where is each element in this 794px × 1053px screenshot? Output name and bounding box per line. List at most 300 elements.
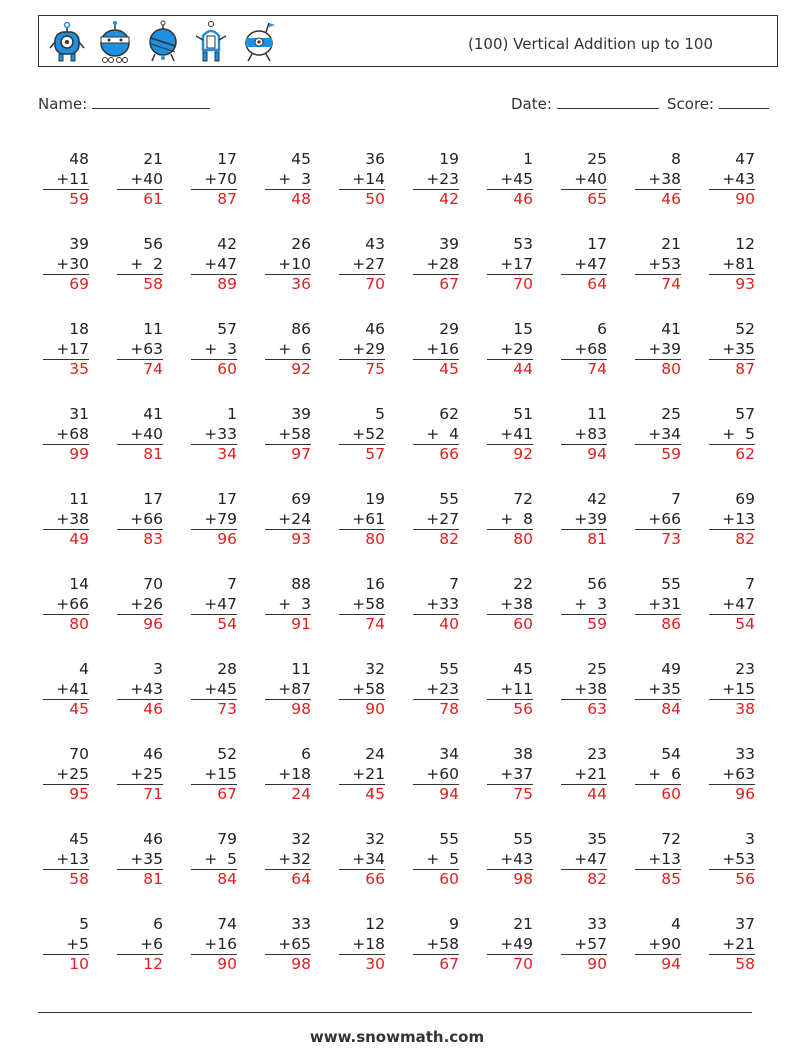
addition-problem <box>339 915 385 979</box>
answer: 78 <box>413 699 459 720</box>
addend-top: 38 <box>513 745 533 763</box>
addition-problem <box>413 235 459 299</box>
addition-problem <box>561 915 607 979</box>
answer: 89 <box>191 274 237 295</box>
addition-problem <box>339 320 385 384</box>
addend-bottom: +38 <box>574 679 607 698</box>
addend-top: 56 <box>587 575 607 593</box>
addition-problem <box>265 660 311 724</box>
addend-top: 3 <box>745 830 755 848</box>
addend-bottom: +34 <box>352 849 385 868</box>
addend-top: 26 <box>291 235 311 253</box>
answer: 44 <box>561 784 607 805</box>
answer: 75 <box>487 784 533 805</box>
answer: 87 <box>709 359 755 380</box>
answer: 98 <box>265 954 311 975</box>
answer: 65 <box>561 189 607 210</box>
addend-bottom: +5 <box>66 934 89 953</box>
addend-bottom: +70 <box>204 169 237 188</box>
answer: 46 <box>635 189 681 210</box>
addend-top: 29 <box>439 320 459 338</box>
addition-problem <box>635 830 681 894</box>
addend-top: 70 <box>69 745 89 763</box>
addition-problem <box>43 235 89 299</box>
answer: 97 <box>265 444 311 465</box>
addend-top: 24 <box>365 745 385 763</box>
answer: 46 <box>117 699 163 720</box>
addend-bottom: +21 <box>722 934 755 953</box>
addend-bottom: + 3 <box>278 169 311 188</box>
addend-top: 48 <box>69 150 89 168</box>
addition-problem <box>635 745 681 809</box>
addend-top: 11 <box>143 320 163 338</box>
addend-bottom: +25 <box>56 764 89 783</box>
addend-top: 21 <box>143 150 163 168</box>
addition-problem <box>339 150 385 214</box>
addend-bottom: +30 <box>56 254 89 273</box>
addend-bottom: +23 <box>426 169 459 188</box>
answer: 62 <box>709 444 755 465</box>
addition-problem <box>709 405 755 469</box>
addend-top: 79 <box>217 830 237 848</box>
addition-problem <box>43 745 89 809</box>
addend-top: 57 <box>735 405 755 423</box>
answer: 64 <box>265 869 311 890</box>
addition-problem <box>413 915 459 979</box>
addition-problem <box>191 745 237 809</box>
addend-top: 1 <box>227 405 237 423</box>
addend-bottom: + 8 <box>500 509 533 528</box>
addend-bottom: +11 <box>500 679 533 698</box>
addend-top: 17 <box>217 150 237 168</box>
answer: 54 <box>709 614 755 635</box>
answer: 66 <box>413 444 459 465</box>
addend-bottom: +43 <box>722 169 755 188</box>
answer: 90 <box>191 954 237 975</box>
addend-top: 14 <box>69 575 89 593</box>
addend-bottom: +26 <box>130 594 163 613</box>
addend-top: 45 <box>69 830 89 848</box>
answer: 58 <box>709 954 755 975</box>
addend-bottom: +34 <box>648 424 681 443</box>
footer-divider <box>38 1012 752 1013</box>
addend-top: 72 <box>661 830 681 848</box>
addition-problem <box>117 490 163 554</box>
addition-problem <box>191 575 237 639</box>
answer: 66 <box>339 869 385 890</box>
addend-bottom: +47 <box>204 254 237 273</box>
addend-top: 74 <box>217 915 237 933</box>
addition-problem <box>191 660 237 724</box>
addend-bottom: +47 <box>204 594 237 613</box>
addition-problem <box>487 660 533 724</box>
addition-problem <box>413 405 459 469</box>
addend-bottom: +53 <box>722 849 755 868</box>
addend-top: 7 <box>671 490 681 508</box>
addition-problem <box>635 405 681 469</box>
addend-top: 1 <box>523 150 533 168</box>
addition-problem <box>265 915 311 979</box>
answer: 12 <box>117 954 163 975</box>
addition-problem <box>43 405 89 469</box>
addend-bottom: +15 <box>204 764 237 783</box>
addend-bottom: +40 <box>574 169 607 188</box>
answer: 38 <box>709 699 755 720</box>
addend-top: 37 <box>735 915 755 933</box>
addend-top: 88 <box>291 575 311 593</box>
answer: 60 <box>487 614 533 635</box>
footer-site: www.snowmath.com <box>309 1028 485 1046</box>
answer: 98 <box>487 869 533 890</box>
addend-top: 34 <box>439 745 459 763</box>
addend-top: 11 <box>69 490 89 508</box>
addend-bottom: +90 <box>648 934 681 953</box>
answer: 64 <box>561 274 607 295</box>
addend-bottom: +60 <box>426 764 459 783</box>
addition-problem <box>487 830 533 894</box>
addition-problem <box>487 150 533 214</box>
addend-bottom: + 5 <box>204 849 237 868</box>
addend-top: 7 <box>449 575 459 593</box>
answer: 70 <box>487 954 533 975</box>
addend-top: 21 <box>661 235 681 253</box>
answer: 96 <box>709 784 755 805</box>
addition-problem <box>43 660 89 724</box>
addend-bottom: +32 <box>278 849 311 868</box>
addition-problem <box>561 235 607 299</box>
worksheet-title: (100) Vertical Addition up to 100 <box>468 35 713 53</box>
addition-problem <box>635 660 681 724</box>
addend-top: 33 <box>735 745 755 763</box>
addend-bottom: +66 <box>56 594 89 613</box>
addend-top: 4 <box>671 915 681 933</box>
addend-bottom: +23 <box>426 679 459 698</box>
addend-top: 55 <box>439 660 459 678</box>
addition-problem <box>487 915 533 979</box>
addition-problem <box>339 490 385 554</box>
addition-problem <box>339 235 385 299</box>
addend-bottom: +83 <box>574 424 607 443</box>
addition-problem <box>635 490 681 554</box>
answer: 82 <box>709 529 755 550</box>
answer: 74 <box>339 614 385 635</box>
addend-top: 23 <box>587 745 607 763</box>
addition-problem <box>265 320 311 384</box>
addition-problem <box>339 405 385 469</box>
answer: 60 <box>635 784 681 805</box>
addend-top: 6 <box>153 915 163 933</box>
answer: 54 <box>191 614 237 635</box>
addend-bottom: +68 <box>574 339 607 358</box>
addend-bottom: +27 <box>426 509 459 528</box>
addend-bottom: +45 <box>500 169 533 188</box>
addend-bottom: +47 <box>574 849 607 868</box>
addition-problem <box>117 320 163 384</box>
addend-bottom: +43 <box>500 849 533 868</box>
addend-top: 45 <box>291 150 311 168</box>
answer: 81 <box>561 529 607 550</box>
addition-problem <box>635 320 681 384</box>
addition-problem <box>339 575 385 639</box>
answer: 24 <box>265 784 311 805</box>
addend-bottom: +45 <box>204 679 237 698</box>
answer: 87 <box>191 189 237 210</box>
addition-problem <box>635 915 681 979</box>
addend-top: 25 <box>661 405 681 423</box>
addition-problem <box>117 235 163 299</box>
addend-bottom: +18 <box>352 934 385 953</box>
addition-problem <box>487 405 533 469</box>
addend-bottom: +16 <box>204 934 237 953</box>
answer: 46 <box>487 189 533 210</box>
addend-top: 55 <box>439 830 459 848</box>
addend-bottom: +24 <box>278 509 311 528</box>
addition-problem <box>561 660 607 724</box>
addend-top: 55 <box>661 575 681 593</box>
answer: 94 <box>635 954 681 975</box>
addend-bottom: +68 <box>56 424 89 443</box>
addend-bottom: +13 <box>56 849 89 868</box>
addend-bottom: +41 <box>56 679 89 698</box>
addition-problem <box>117 915 163 979</box>
addend-bottom: +40 <box>130 169 163 188</box>
addition-problem <box>43 150 89 214</box>
addition-problem <box>117 405 163 469</box>
addend-top: 52 <box>217 745 237 763</box>
answer: 70 <box>487 274 533 295</box>
addend-bottom: +29 <box>500 339 533 358</box>
answer: 85 <box>635 869 681 890</box>
answer: 80 <box>43 614 89 635</box>
answer: 61 <box>117 189 163 210</box>
answer: 70 <box>339 274 385 295</box>
addend-top: 7 <box>745 575 755 593</box>
answer: 84 <box>635 699 681 720</box>
addition-problem <box>709 745 755 809</box>
addend-bottom: + 5 <box>426 849 459 868</box>
addition-problem <box>265 575 311 639</box>
addend-bottom: + 6 <box>648 764 681 783</box>
answer: 74 <box>561 359 607 380</box>
addition-problem <box>561 405 607 469</box>
answer: 67 <box>413 274 459 295</box>
addend-top: 7 <box>227 575 237 593</box>
addition-problem <box>265 490 311 554</box>
answer: 58 <box>117 274 163 295</box>
addend-top: 32 <box>365 660 385 678</box>
addition-problem <box>117 660 163 724</box>
addition-problem <box>561 150 607 214</box>
addend-top: 16 <box>365 575 385 593</box>
addend-bottom: +47 <box>574 254 607 273</box>
addend-top: 25 <box>587 660 607 678</box>
addition-problem <box>487 745 533 809</box>
addend-bottom: +66 <box>130 509 163 528</box>
addend-bottom: + 6 <box>278 339 311 358</box>
addition-problem <box>265 150 311 214</box>
answer: 44 <box>487 359 533 380</box>
answer: 74 <box>635 274 681 295</box>
addition-problem <box>191 150 237 214</box>
addend-top: 36 <box>365 150 385 168</box>
addition-problem <box>487 575 533 639</box>
addition-problem <box>413 660 459 724</box>
addend-bottom: +39 <box>574 509 607 528</box>
addition-problem <box>339 745 385 809</box>
addend-bottom: +39 <box>648 339 681 358</box>
answer: 56 <box>487 699 533 720</box>
addend-top: 33 <box>587 915 607 933</box>
addend-top: 49 <box>661 660 681 678</box>
addend-top: 57 <box>217 320 237 338</box>
answer: 73 <box>191 699 237 720</box>
addition-problem <box>413 320 459 384</box>
addition-problem <box>265 235 311 299</box>
addend-bottom: +29 <box>352 339 385 358</box>
answer: 98 <box>265 699 311 720</box>
addend-bottom: +79 <box>204 509 237 528</box>
answer: 45 <box>339 784 385 805</box>
addend-top: 6 <box>597 320 607 338</box>
addend-bottom: +63 <box>130 339 163 358</box>
answer: 93 <box>265 529 311 550</box>
addend-bottom: +21 <box>352 764 385 783</box>
addition-problem <box>487 490 533 554</box>
answer: 81 <box>117 444 163 465</box>
answer: 75 <box>339 359 385 380</box>
addend-bottom: +47 <box>722 594 755 613</box>
addend-top: 42 <box>217 235 237 253</box>
answer: 45 <box>43 699 89 720</box>
addition-problem <box>339 830 385 894</box>
addition-problem <box>709 660 755 724</box>
addend-bottom: +41 <box>500 424 533 443</box>
addend-top: 56 <box>143 235 163 253</box>
addend-bottom: +35 <box>722 339 755 358</box>
answer: 80 <box>339 529 385 550</box>
answer: 96 <box>117 614 163 635</box>
addend-bottom: +65 <box>278 934 311 953</box>
addend-top: 23 <box>735 660 755 678</box>
addend-top: 41 <box>143 405 163 423</box>
answer: 92 <box>487 444 533 465</box>
addition-problem <box>709 235 755 299</box>
addition-problem <box>413 490 459 554</box>
addend-top: 55 <box>439 490 459 508</box>
addend-top: 11 <box>291 660 311 678</box>
addend-top: 39 <box>69 235 89 253</box>
addend-top: 5 <box>79 915 89 933</box>
addend-bottom: +28 <box>426 254 459 273</box>
answer: 10 <box>43 954 89 975</box>
addend-top: 43 <box>365 235 385 253</box>
addend-bottom: +87 <box>278 679 311 698</box>
answer: 59 <box>43 189 89 210</box>
answer: 73 <box>635 529 681 550</box>
answer: 99 <box>43 444 89 465</box>
addition-problem <box>265 745 311 809</box>
addend-bottom: +14 <box>352 169 385 188</box>
addend-bottom: +58 <box>278 424 311 443</box>
addition-problem <box>191 405 237 469</box>
addend-top: 31 <box>69 405 89 423</box>
answer: 91 <box>265 614 311 635</box>
addend-top: 46 <box>143 830 163 848</box>
addend-bottom: + 3 <box>204 339 237 358</box>
answer: 96 <box>191 529 237 550</box>
addition-problem <box>561 490 607 554</box>
answer: 81 <box>117 869 163 890</box>
addend-bottom: +40 <box>130 424 163 443</box>
answer: 60 <box>191 359 237 380</box>
answer: 69 <box>43 274 89 295</box>
answer: 95 <box>43 784 89 805</box>
addend-bottom: +6 <box>140 934 163 953</box>
answer: 56 <box>709 869 755 890</box>
addend-top: 52 <box>735 320 755 338</box>
addend-top: 17 <box>587 235 607 253</box>
addend-top: 32 <box>291 830 311 848</box>
answer: 60 <box>413 869 459 890</box>
addend-top: 69 <box>291 490 311 508</box>
addition-problem <box>339 660 385 724</box>
answer: 94 <box>561 444 607 465</box>
addend-top: 32 <box>365 830 385 848</box>
addend-top: 72 <box>513 490 533 508</box>
addition-problem <box>191 830 237 894</box>
addition-problem <box>43 320 89 384</box>
addition-problem <box>191 490 237 554</box>
addend-top: 54 <box>661 745 681 763</box>
answer: 59 <box>635 444 681 465</box>
answer: 80 <box>635 359 681 380</box>
addend-top: 12 <box>365 915 385 933</box>
addend-top: 33 <box>291 915 311 933</box>
addend-top: 18 <box>69 320 89 338</box>
addend-bottom: +35 <box>648 679 681 698</box>
answer: 40 <box>413 614 459 635</box>
answer: 90 <box>561 954 607 975</box>
addition-problem <box>561 320 607 384</box>
addend-bottom: +33 <box>204 424 237 443</box>
addend-top: 9 <box>449 915 459 933</box>
addend-top: 22 <box>513 575 533 593</box>
addition-problem <box>265 830 311 894</box>
answer: 90 <box>339 699 385 720</box>
answer: 67 <box>413 954 459 975</box>
addend-top: 47 <box>735 150 755 168</box>
answer: 57 <box>339 444 385 465</box>
addend-top: 55 <box>513 830 533 848</box>
answer: 49 <box>43 529 89 550</box>
addend-bottom: + 2 <box>130 254 163 273</box>
addend-top: 25 <box>587 150 607 168</box>
addend-bottom: +38 <box>648 169 681 188</box>
addition-problem <box>709 575 755 639</box>
addend-top: 3 <box>153 660 163 678</box>
addend-top: 11 <box>587 405 607 423</box>
addend-bottom: + 5 <box>722 424 755 443</box>
addend-bottom: + 3 <box>574 594 607 613</box>
addition-problem <box>635 235 681 299</box>
addition-problem <box>191 235 237 299</box>
answer: 74 <box>117 359 163 380</box>
addend-bottom: +43 <box>130 679 163 698</box>
answer: 82 <box>413 529 459 550</box>
answer: 84 <box>191 869 237 890</box>
addend-top: 69 <box>735 490 755 508</box>
addend-bottom: +27 <box>352 254 385 273</box>
